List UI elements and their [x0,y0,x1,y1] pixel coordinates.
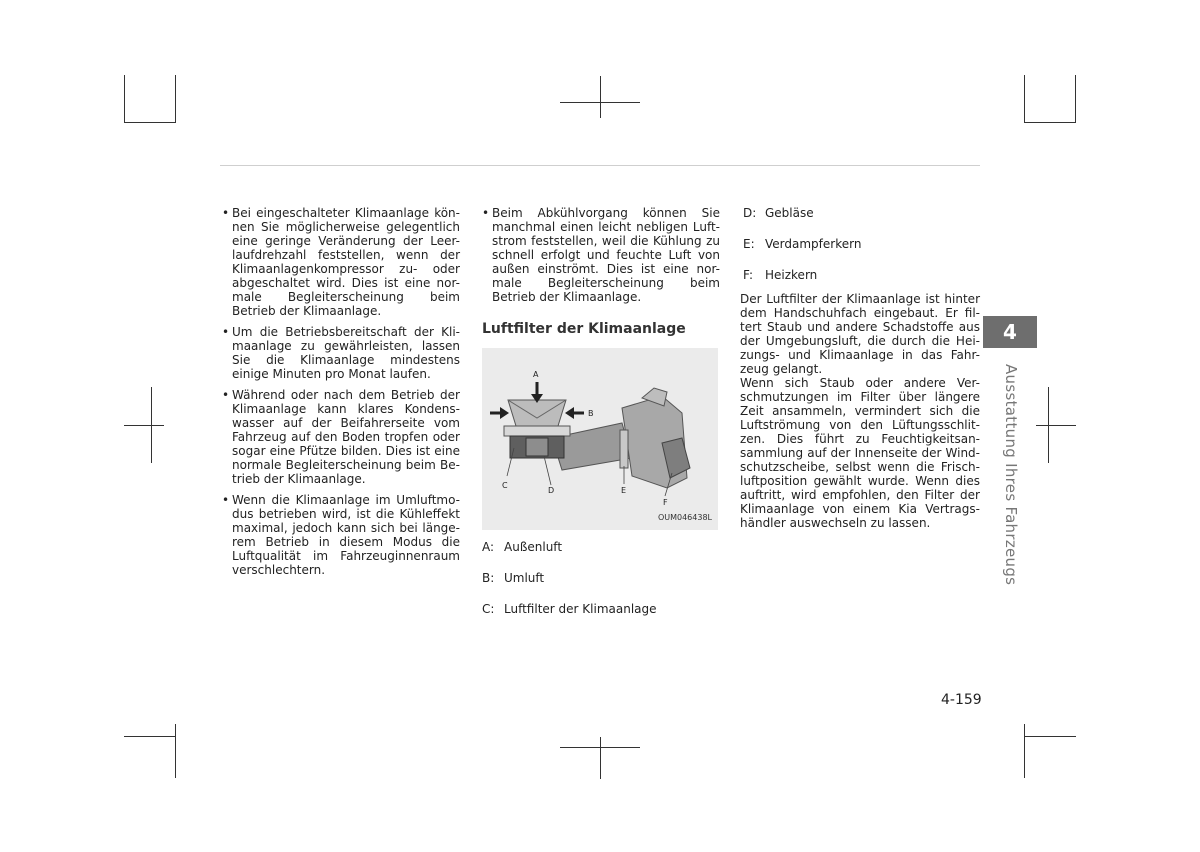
section-heading: Luftfilter der Klimaanlage [482,321,686,337]
legend-text: Heizkern [765,268,818,282]
bullet-idle-change: • Bei eingeschalteter Klimaanlage kön-nen Sie möglicherweise gelegentlich eine geringe Veränderung der Leer-laufdrehzahl feststellen, wenn der Klimaanlagenkompressor zu- oder abgeschaltet wird. Dies ist eine nor-male Begleiterscheinung beim Betrieb der Klimaanlage. [222,206,460,318]
legend-item [482,540,720,571]
bullet-recirculation: • Wenn die Klimaanlage im Umluftmo-dus betrieben wird, ist die Kühleffekt maximal, jedoch kann sich bei länge-rem Betrieb in diesem Modus die Luftqualität im Fahrzeuginnenraum verschlechtern. [222,493,460,577]
figure-label-a: A [533,370,539,379]
bullet-foggy-airflow: • Beim Abkühlvorgang können Sie manchmal einen leicht nebligen Luft-strom feststellen, weil die Kühlung zu schnell erfolgt und feuchte Luft von außen einströmt. Dies ist eine nor-male Begleiterscheinung beim Betrieb der Klimaanlage. [482,206,720,304]
legend-item [740,206,980,237]
legend-text: Luftfilter der Klimaanlage [504,602,657,616]
legend-text: Umluft [504,571,545,585]
legend-item [740,237,980,268]
legend-key: A: [482,540,495,554]
figure-label-b: B [588,409,594,418]
legend-key: D: [743,206,757,220]
chapter-title: Ausstattung Ihres Fahrzeugs [1002,364,1020,586]
legend-text: Außenluft [504,540,563,554]
bullet-condensation: • Während oder nach dem Betrieb der Klimaanlage kann klares Kondens-wasser auf der Beifahrerseite vom Fahrzeug auf den Boden tropfen oder sogar eine Pfütze bilden. Dies ist eine normale Begleiterscheinung beim Be-trieb der Klimaanlage. [222,388,460,486]
legend-list-abc [482,540,720,633]
air-filter-figure [482,348,718,530]
header-rule [220,165,980,166]
column-1 [222,206,460,584]
legend-item [482,571,720,602]
figure-label-e: E [621,486,627,495]
legend-list-def [740,206,980,292]
bullet-operational-readiness: • Um die Betriebsbereitschaft der Kli-maanlage zu gewährleisten, lassen Sie die Klimaanlage mindestens einige Minuten pro Monat laufen. [222,325,460,381]
figure-label-d: D [548,486,555,495]
figure-label-c: C [502,481,508,490]
figure-label-f: F [663,498,668,507]
legend-text: Verdampferkern [765,237,862,251]
legend-item [740,268,980,292]
legend-item [482,602,720,633]
chapter-tab: 4 [983,316,1037,348]
legend-key: E: [743,237,755,251]
legend-key: F: [743,268,754,282]
air-filter-illustration [482,348,718,530]
figure-code: OUM046438L [657,513,712,522]
page-number: 4-159 [941,692,982,708]
column-3 [740,206,980,530]
legend-text: Gebläse [765,206,814,220]
legend-key: C: [482,602,495,616]
filter-replacement-paragraph: Wenn sich Staub oder andere Ver-schmutzungen im Filter über längere Zeit ansammeln, vermindert sich die Luftströmung von den Lüftungsschlit-zen. Dies führt zu Feuchtigkeitsan-sammlung auf der Innenseite der Wind-schutzscheibe, selbst wenn die Frisch-luftposition gewählt wurde. Wenn dies auftritt, wird empfohlen, den Filter der Klimaanlage von einem Kia Vertrags-händler auswechseln zu lassen. [740,376,980,530]
legend-key: B: [482,571,495,585]
filter-location-paragraph: Der Luftfilter der Klimaanlage ist hinter dem Handschuhfach eingebaut. Er fil-tert Staub und andere Schadstoffe aus der Umgebungsluft, die durch die Hei-zungs- und Klimaanlage in das Fahr-zeug gelangt. [740,292,980,376]
column-2 [482,206,720,633]
